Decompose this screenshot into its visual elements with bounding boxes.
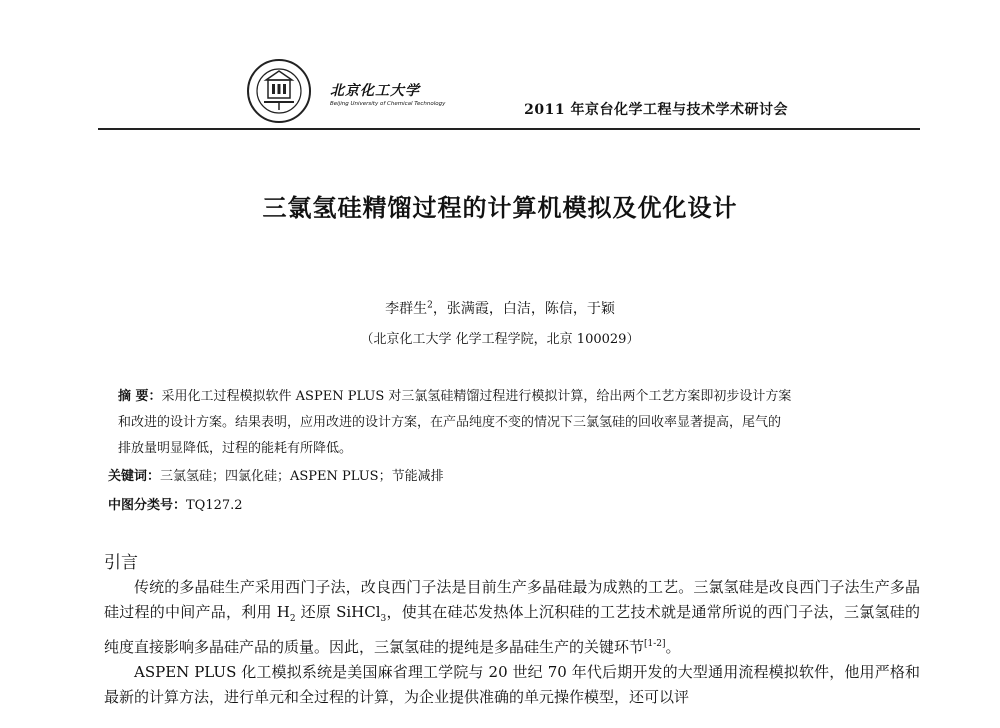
para1-part-d: 。 — [665, 638, 681, 656]
abstract-text-1: 采用化工过程模拟软件 ASPEN PLUS 对三氯氢硅精馏过程进行模拟计算，给出两个工艺方案即初步设计方案 — [161, 389, 792, 404]
keywords-label: 关键词： — [108, 469, 161, 484]
classification-text: TQ127.2 — [186, 498, 243, 513]
classification-label: 中图分类号： — [108, 498, 187, 513]
abstract-line — [108, 410, 908, 436]
para1-citation: [1-2] — [644, 639, 666, 649]
other-authors: ，张满霞，白洁，陈信，于颖 — [432, 301, 615, 317]
page-header — [98, 52, 920, 130]
abstract-text-3: 排放量明显降低，过程的能耗有所降低。 — [118, 441, 353, 456]
affiliation: （北京化工大学 化学工程学院，北京 100029） — [360, 332, 640, 347]
author-superscript: 2 — [427, 300, 433, 311]
paragraph-2: ASPEN PLUS 化工模拟系统是美国麻省理工学院与 20 世纪 70 年代后期开发的大型通用流程模拟软件，他用严格和最新的计算方法，进行单元和全过程的计算，为企业提供准确的单元操作模型，还可以评 — [104, 663, 920, 706]
para1-subscript-h2: 2 — [289, 614, 296, 624]
paper-title: 三氯氢硅精馏过程的计算机模拟及优化设计 — [262, 193, 738, 222]
para1-part-b: 还原 SiHCl — [295, 603, 381, 621]
keywords — [108, 465, 444, 484]
university-seal-icon — [246, 58, 312, 124]
section-heading: 引言 — [104, 553, 138, 573]
university-name-en: Beijing University of Chemical Technology — [330, 101, 446, 107]
author-list — [0, 298, 1000, 318]
keywords-text: 三氯氢硅；四氯化硅；ASPEN PLUS；节能减排 — [160, 469, 444, 484]
university-name-cn: 北京化工大学 — [330, 83, 420, 99]
conference-title: 2011 年京台化学工程与技术学术研讨会 — [524, 102, 788, 118]
first-author: 李群生 — [385, 301, 428, 317]
para1-subscript-sihcl3: 3 — [380, 614, 387, 624]
paragraph-1 — [104, 575, 920, 660]
abstract-line — [108, 436, 908, 462]
abstract-label: 摘 要： — [118, 389, 162, 404]
abstract — [108, 384, 908, 462]
classification — [108, 494, 243, 513]
para1-part-c: ，使其在硅芯发热体上沉积硅的工艺技术就是通常所说的西门子法，三氯氢硅的纯度直接影响多晶硅产品的质量。因此，三氯氢硅的提纯是多晶硅生产的关键环节 — [104, 603, 920, 656]
abstract-line — [108, 384, 908, 410]
para1-part-a: 传统的多晶硅生产采用西门子法，改良西门子法是目前生产多晶硅最为成熟的工艺。三氯氢硅是改良西门子法生产多晶硅过程的中间产品，利用 H — [104, 578, 920, 621]
abstract-text-2: 和改进的设计方案。结果表明，应用改进的设计方案，在产品纯度不变的情况下三氯氢硅的回收率显著提高，尾气的 — [118, 415, 782, 430]
university-name — [330, 80, 445, 107]
body-text — [104, 575, 920, 710]
